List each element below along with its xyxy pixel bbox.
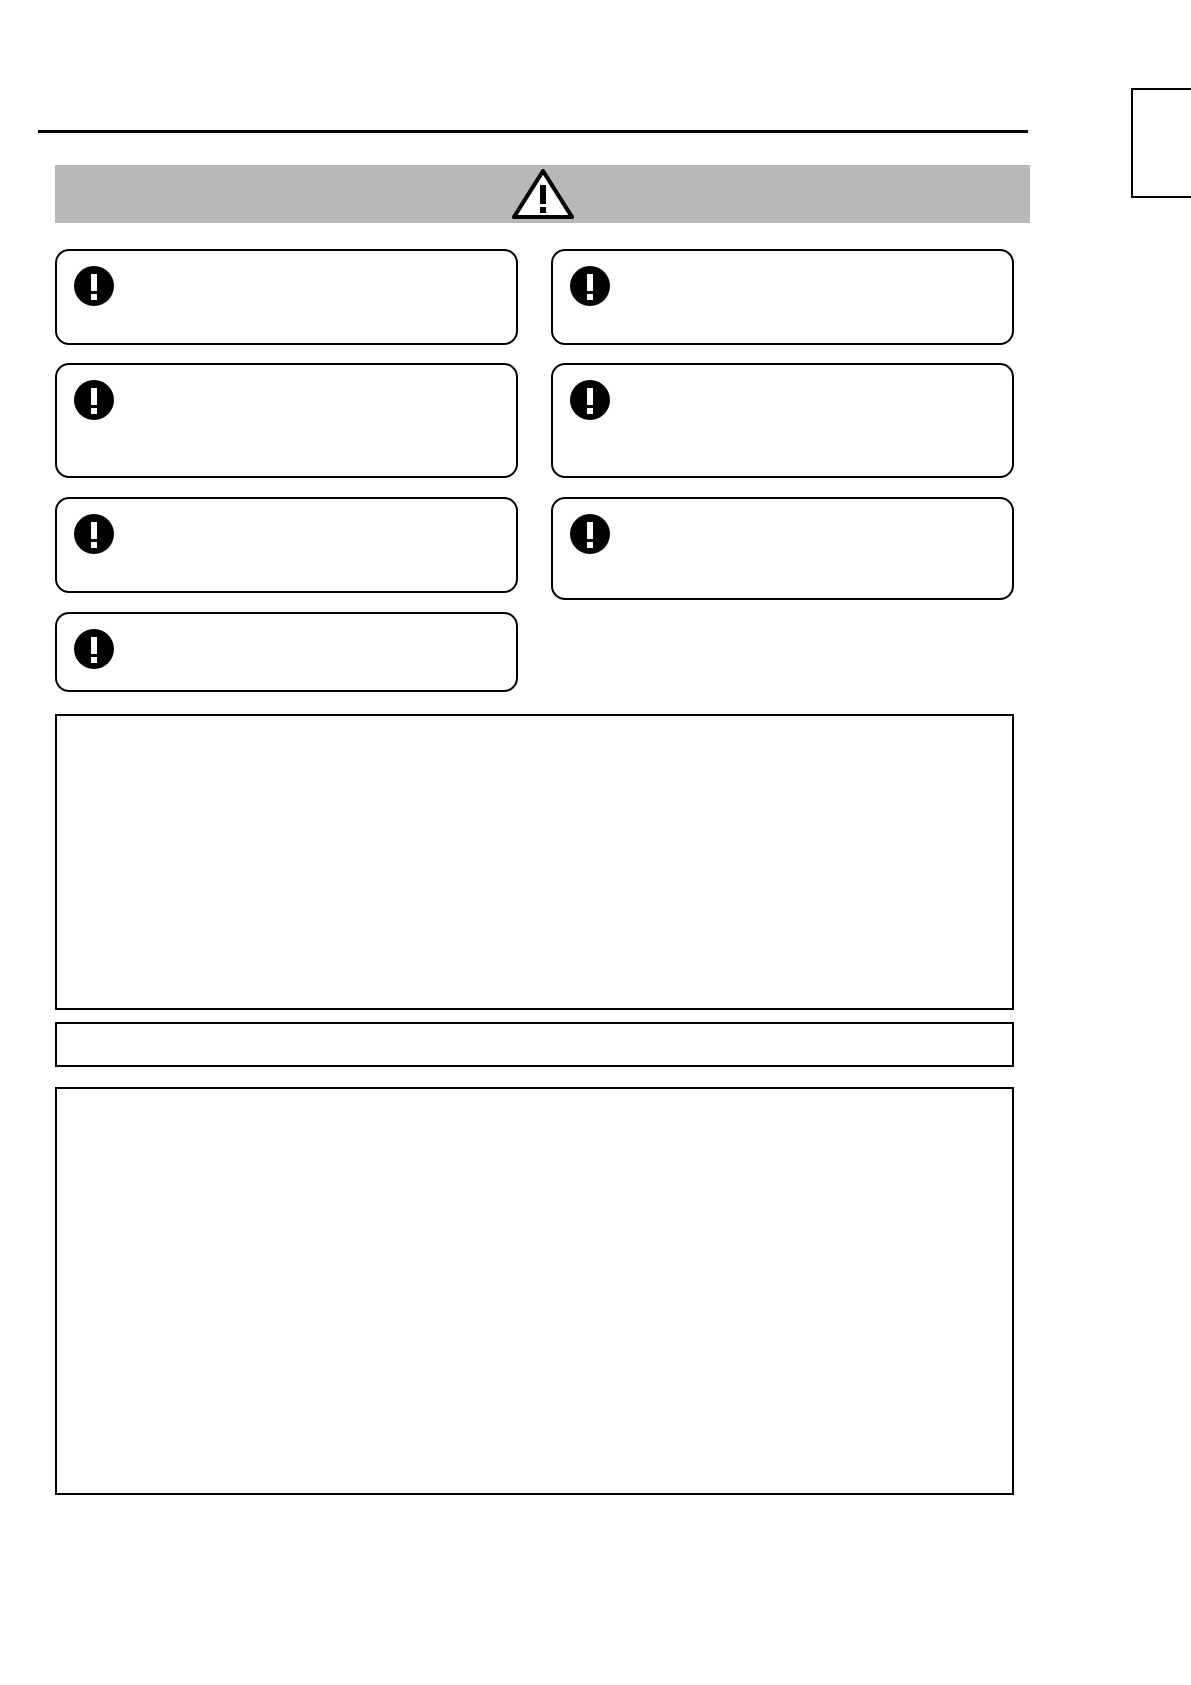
large-lower-block	[55, 1087, 1014, 1495]
header-rule	[38, 130, 1028, 133]
notice-text	[127, 267, 500, 307]
notice-box	[551, 363, 1014, 478]
large-upper-block	[55, 714, 1014, 1010]
thin-strip-block	[55, 1022, 1014, 1067]
notice-text	[623, 381, 996, 421]
notice-box	[55, 249, 518, 345]
notice-text	[127, 381, 500, 421]
notice-box	[55, 612, 518, 692]
notice-box	[551, 249, 1014, 345]
warning-triangle-icon	[512, 169, 574, 219]
notice-box	[551, 497, 1014, 600]
notice-text	[623, 515, 996, 555]
notice-text	[127, 515, 500, 555]
notice-box	[55, 497, 518, 593]
warning-banner	[55, 165, 1030, 223]
notice-text	[623, 267, 996, 307]
page-tab	[1131, 88, 1191, 198]
notice-text	[127, 630, 500, 670]
notice-box	[55, 363, 518, 478]
